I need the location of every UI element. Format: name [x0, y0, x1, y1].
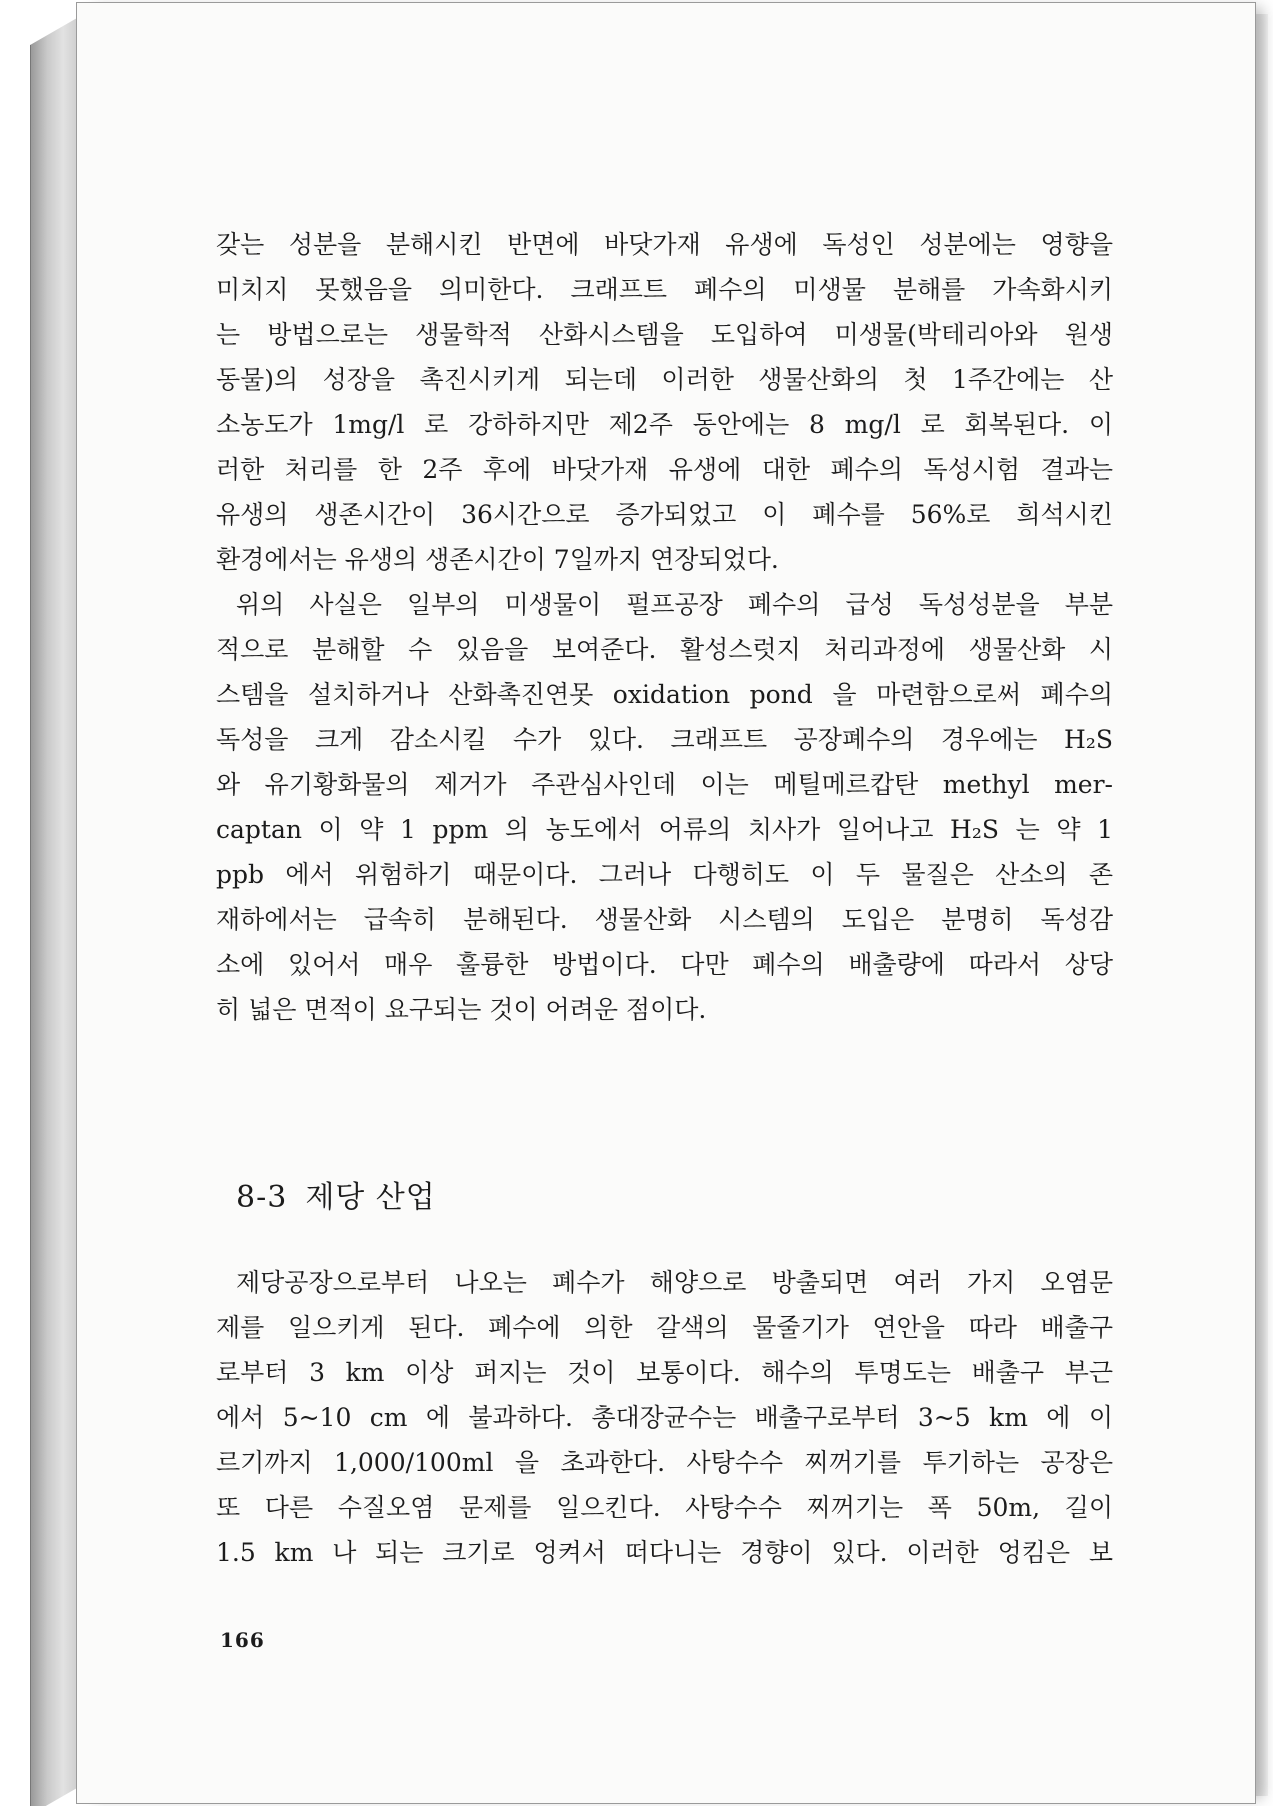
paragraph-2 — [216, 582, 1113, 1032]
text-line: 재하에서는 급속히 분해된다. 생물산화 시스템의 도입은 분명히 독성감 — [216, 905, 1113, 934]
paragraph-1 — [216, 222, 1113, 582]
text-line: 는 방법으로는 생물학적 산화시스템을 도입하여 미생물(박테리아와 원생 — [216, 320, 1113, 349]
section-title: 제당 산업 — [305, 1180, 436, 1215]
body-text-bottom — [216, 1260, 1113, 1575]
text-line: 갖는 성분을 분해시킨 반면에 바닷가재 유생에 독성인 성분에는 영향을 — [216, 230, 1113, 259]
page-number: 166 — [220, 1628, 265, 1652]
text-line: 르기까지 1,000/100ml 을 초과한다. 사탕수수 찌꺼기를 투기하는 공장은 — [216, 1448, 1113, 1477]
section-heading — [236, 1172, 436, 1216]
text-line: 독성을 크게 감소시킬 수가 있다. 크래프트 공장폐수의 경우에는 H₂S — [216, 725, 1113, 754]
book-spine-edge — [30, 18, 77, 1806]
text-line: 미치지 못했음을 의미한다. 크래프트 폐수의 미생물 분해를 가속화시키 — [216, 275, 1113, 304]
text-line: 제당공장으로부터 나오는 폐수가 해양으로 방출되면 여러 가지 오염문 — [236, 1268, 1113, 1297]
text-line: 유생의 생존시간이 36시간으로 증가되었고 이 폐수를 56%로 희석시킨 — [216, 500, 1113, 529]
text-line: ppb 에서 위험하기 때문이다. 그러나 다행히도 이 두 물질은 산소의 존 — [216, 860, 1113, 889]
section-number: 8-3 — [236, 1180, 288, 1215]
text-line: 소에 있어서 매우 훌륭한 방법이다. 다만 폐수의 배출량에 따라서 상당 — [216, 950, 1113, 979]
text-line: 동물)의 성장을 촉진시키게 되는데 이러한 생물산화의 첫 1주간에는 산 — [216, 365, 1113, 394]
text-line: captan 이 약 1 ppm 의 농도에서 어류의 치사가 일어나고 H₂S 는 약 1 — [216, 815, 1113, 844]
page-edge-shadow — [1254, 14, 1268, 1796]
text-line: 에서 5~10 cm 에 불과하다. 총대장균수는 배출구로부터 3~5 km 에 이 — [216, 1403, 1113, 1432]
text-line: 소농도가 1mg/l 로 강하하지만 제2주 동안에는 8 mg/l 로 회복된다. 이 — [216, 410, 1113, 439]
text-line: 또 다른 수질오염 문제를 일으킨다. 사탕수수 찌꺼기는 폭 50m, 길이 — [216, 1493, 1113, 1522]
text-line: 러한 처리를 한 2주 후에 바닷가재 유생에 대한 폐수의 독성시험 결과는 — [216, 455, 1113, 484]
text-line: 로부터 3 km 이상 퍼지는 것이 보통이다. 해수의 투명도는 배출구 부근 — [216, 1358, 1113, 1387]
text-line: 적으로 분해할 수 있음을 보여준다. 활성스럿지 처리과정에 생물산화 시 — [216, 635, 1113, 664]
text-line: 환경에서는 유생의 생존시간이 7일까지 연장되었다. — [216, 545, 779, 574]
text-line: 와 유기황화물의 제거가 주관심사인데 이는 메틸메르캅탄 methyl mer- — [216, 770, 1113, 799]
text-line: 제를 일으키게 된다. 폐수에 의한 갈색의 물줄기가 연안을 따라 배출구 — [216, 1313, 1113, 1342]
paragraph-3 — [216, 1260, 1113, 1575]
text-line: 1.5 km 나 되는 크기로 엉켜서 떠다니는 경향이 있다. 이러한 엉킴은 보 — [216, 1538, 1113, 1567]
text-line: 히 넓은 면적이 요구되는 것이 어려운 점이다. — [216, 995, 707, 1024]
body-text-top — [216, 222, 1113, 1032]
text-line: 스템을 설치하거나 산화촉진연못 oxidation pond 을 마련함으로써 폐수의 — [216, 680, 1113, 709]
text-line: 위의 사실은 일부의 미생물이 펄프공장 폐수의 급성 독성성분을 부분 — [236, 590, 1113, 619]
